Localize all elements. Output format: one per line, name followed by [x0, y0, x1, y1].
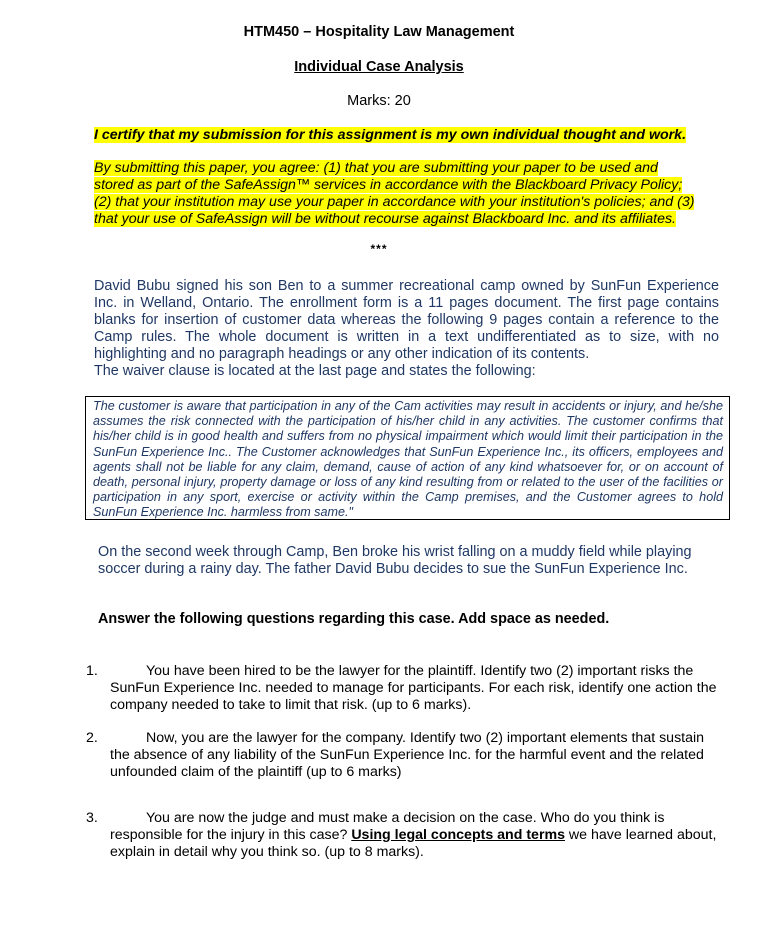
question-text-block: [110, 810, 726, 861]
section-separator: ***: [370, 242, 388, 256]
assignment-subtitle: Individual Case Analysis: [294, 59, 464, 75]
waiver-clause-box: The customer is aware that participation in any of the Cam activities may result in accidents or injury, and he/she assumes the risk connected with the participation of his/her child in any activities. The customer confirms that his/her child is in good health and suffers from no physical impairment which would limit their participation in the SunFun Experience Inc.. The Customer acknowledges that SunFun Experience Inc., its officers, employees and agents shall not be liable for any claim, demand, cause of action of any kind whatsoever for, or on account of death, personal injury, property damage or loss of any kind resulting from or related to the user of the facilities or participation in any sport, exercise or activity within the Camp premises, and the Customer agrees to hold SunFun Experience Inc. harmless from same.": [85, 396, 730, 520]
agreement-line: By submitting this paper, you agree: (1) that you are submitting your paper to be used and: [94, 160, 658, 176]
case-introduction: [94, 278, 719, 380]
certification-statement: [94, 127, 686, 143]
certification-text: I certify that my submission for this assignment is my own individual thought and work.: [94, 127, 687, 143]
question-text: You are now the judge and must make a decision on the case. Who do you think is responsible for the injury in this case?: [110, 810, 665, 843]
waiver-location-note: The waiver clause is located at the last page and states the following:: [94, 363, 536, 379]
legal-concepts-emphasis: Using legal concepts and terms: [351, 827, 565, 843]
case-paragraph: David Bubu signed his son Ben to a summer recreational camp owned by SunFun Experience Inc. in Welland, Ontario. The enrollment form is a 11 pages document. The first page contains blanks for insertion of customer data whereas the following 9 pages contain a reference to the Camp rules. The whole document is written in a text undifferentiated as to size, with no highlighting and no paragraph headings or any other indication of its contents.: [94, 278, 719, 362]
question-text: You have been hired to be the lawyer for the plaintiff. Identify two (2) important risks the SunFun Experience Inc. needed to manage for participants. For each risk, identify one action the company needed to take to limit that risk. (up to 6 marks).: [110, 663, 717, 713]
question-text-block: [110, 663, 726, 714]
safeassign-agreement: [94, 160, 724, 228]
instructions-heading: Answer the following questions regarding this case. Add space as needed.: [98, 611, 610, 627]
question-text-continued: we have learned about, explain in detail why you think so. (up to 8 marks).: [110, 827, 717, 860]
question-number: 2.: [86, 730, 98, 746]
question-text-block: [110, 730, 726, 781]
agreement-line: that your use of SafeAssign will be without recourse against Blackboard Inc. and its affiliates.: [94, 211, 676, 227]
agreement-line: (2) that your institution may use your paper in accordance with your institution's policies; and (3): [94, 194, 695, 210]
case-scenario: On the second week through Camp, Ben broke his wrist falling on a muddy field while playing soccer during a rainy day. The father David Bubu decides to sue the SunFun Experience Inc.: [98, 544, 692, 577]
question-number: 3.: [86, 810, 98, 826]
question-text: Now, you are the lawyer for the company. Identify two (2) important elements that sustain the absence of any liability of the SunFun Experience Inc. for the harmful event and the related unfounded claim of the plaintiff (up to 6 marks): [110, 730, 705, 780]
agreement-line: stored as part of the SafeAssign™ services in accordance with the Blackboard Privacy Policy;: [94, 177, 683, 193]
marks-label: Marks: 20: [347, 93, 411, 109]
course-title: HTM450 – Hospitality Law Management: [243, 24, 515, 40]
question-number: 1.: [86, 663, 98, 679]
